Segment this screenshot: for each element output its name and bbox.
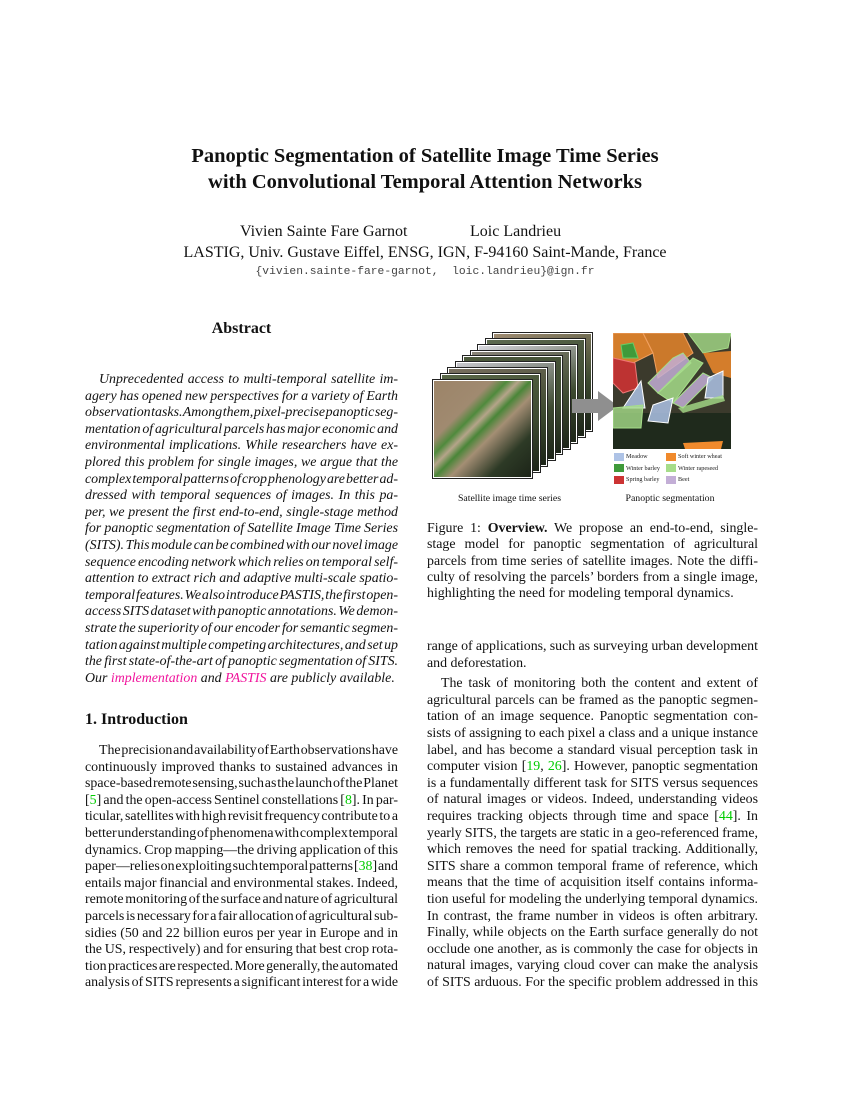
abstract-line: access SITS dataset with panoptic annotations. We demon- — [85, 604, 398, 620]
paragraph-line — [85, 793, 398, 810]
paragraph-line: means that the time of acquisition itself contains informa- — [427, 875, 758, 891]
legend-item — [666, 452, 722, 461]
legend-item — [666, 475, 689, 484]
paragraph-line: tation of an image sequence. Panoptic segmentation con- — [427, 709, 758, 725]
paragraph-line: In contrast, the frame number in videos is often arbitrary. — [427, 908, 758, 924]
text-span: ]. However, panoptic segmentation — [561, 759, 758, 775]
paragraph-line: dynamics. Crop mapping—the driving application of this — [85, 842, 398, 858]
paragraph-line: is a fundamentally different task for SITS versus sequences — [427, 775, 758, 791]
citation-link[interactable]: 5 — [89, 792, 97, 808]
paragraph-line: analysis of SITS represents a significant interest for a wide — [85, 975, 398, 991]
paragraph-line: remote monitoring of the surface and nature of agricultural — [85, 892, 398, 908]
text-span: paper—relies on exploiting such temporal patterns [ — [85, 859, 359, 875]
text-span: Our — [85, 670, 111, 686]
paragraph-line: yearly SITS, the targets are static in a geo-referenced frame, — [427, 825, 758, 841]
abstract-line: (SITS). This module can be combined with our novel image — [85, 537, 398, 553]
abstract-heading: Abstract — [211, 320, 272, 337]
abstract-line: mentation of agricultural parcels has major economic and — [85, 421, 398, 437]
paragraph-line: The task of monitoring both the content and extent of — [441, 676, 758, 692]
legend-item — [666, 464, 718, 473]
satellite-image-frame — [433, 380, 532, 478]
paragraph-line: of natural images or videos. Indeed, understanding videos — [427, 792, 758, 808]
legend-label: Soft winter wheat — [678, 453, 722, 460]
figure-left-label: Satellite image time series — [457, 493, 562, 504]
paragraph-line: tion useful for modeling the underlying temporal dynamics. — [427, 891, 758, 907]
paragraph-line — [427, 809, 758, 826]
paragraph-line: and deforestation. — [427, 655, 527, 671]
text-span: ]. In par- — [351, 792, 398, 808]
title-line-1: Panoptic Segmentation of Satellite Image Time Series — [191, 145, 659, 167]
abstract-line: the first state-of-the-art of panoptic segmentation of SITS. — [85, 654, 398, 670]
text-span: are publicly available. — [266, 670, 395, 686]
paragraph-line: entails major financial and environmental stakes. Indeed, — [85, 875, 398, 891]
paragraph-line: better understanding of phenomena with complex temporal — [85, 825, 398, 841]
caption-line — [427, 521, 758, 537]
text-span: , — [540, 759, 548, 775]
hyperlink[interactable]: PASTIS — [225, 670, 267, 686]
legend-label: Meadow — [626, 453, 648, 460]
abstract-line: sequence encoding network which relies on temporal self- — [85, 554, 398, 570]
paragraph-line: which removes the need for spatial tracking. Additionally, — [427, 842, 758, 858]
paragraph-line: space-based remote sensing, such as the launch of the Planet — [85, 776, 398, 792]
text-span: computer vision [ — [427, 759, 527, 775]
text-span: ]. In — [732, 808, 758, 824]
author-2: Loic Landrieu — [470, 223, 562, 240]
paragraph-line: continuously improved thanks to sustained advances in — [85, 759, 398, 775]
legend-item — [614, 475, 660, 484]
paragraph-line: sidies (50 and 22 billion euros per year in Europe and in — [85, 925, 398, 941]
abstract-line: Unprecedented access to multi-temporal satellite im- — [99, 372, 398, 387]
hyperlink[interactable]: implementation — [110, 670, 198, 686]
legend-swatch — [666, 453, 676, 461]
abstract-line: plored this problem for single images, we argue that the — [85, 454, 398, 470]
figure-right-label: Panoptic segmentation — [625, 493, 715, 504]
caption-line: parcels from time series of satellite images. Note the diffi- — [427, 553, 758, 569]
paragraph-line: SITS share a common temporal frame of reference, which — [427, 858, 758, 874]
legend-swatch — [666, 476, 676, 484]
paragraph-line: The precision and availability of Earth observations have — [99, 743, 398, 758]
citation-link[interactable]: 44 — [718, 808, 733, 824]
paragraph-line: natural images, varying cloud cover can make the analysis — [427, 958, 758, 974]
paragraph-line: agricultural parcels can be framed as the panoptic segmen- — [427, 692, 758, 708]
abstract-line: attention to extract rich and adaptive multi-scale spatio- — [85, 571, 398, 587]
text-span: Figure 1: — [427, 521, 488, 536]
abstract-line: tation against multiple competing architectures, and set up — [85, 637, 398, 653]
abstract-line: observation tasks. Among them, pixel-precise panoptic seg- — [85, 405, 398, 421]
caption-label: Overview. — [487, 521, 548, 536]
abstract-line — [85, 671, 398, 688]
abstract-body — [85, 372, 398, 687]
paragraph-line: Finally, while objects on the Earth surface generally do not — [427, 925, 758, 941]
title-line-2: with Convolutional Temporal Attention Networks — [208, 171, 642, 193]
figure-1 — [427, 325, 758, 510]
abstract-line: complex temporal patterns of crop phenology are better ad- — [85, 471, 398, 487]
abstract-line: environmental implications. While researchers have ex- — [85, 438, 398, 454]
paper-title — [0, 143, 850, 195]
text-span: [ — [85, 792, 90, 808]
paragraph-line: tion practices are respected. More generally, the automated — [85, 958, 398, 974]
legend-label: Winter rapeseed — [678, 464, 719, 472]
abstract-line: strate the superiority of our encoder for semantic segmen- — [85, 620, 398, 636]
right-column-body — [427, 639, 758, 991]
text-span: We propose an end-to-end, single- — [547, 521, 758, 536]
abstract-line: per, we present the first end-to-end, single-stage method — [85, 504, 398, 520]
caption-line: highlighting the need for modeling temporal dynamics. — [427, 586, 734, 602]
section-heading-introduction: 1. Introduction — [85, 711, 188, 728]
author-emails: {vivien.sainte-fare-garnot, loic.landrieu}@ign.fr — [255, 266, 595, 278]
legend-swatch — [614, 476, 624, 484]
abstract-line: dressed with temporal sequences of images. In this pa- — [85, 488, 398, 504]
paragraph-line: ticular, satellites with high revisit frequency contribute to a — [85, 809, 398, 825]
legend-swatch — [614, 453, 624, 461]
legend-swatch — [666, 464, 676, 472]
caption-line: stage model for panoptic segmentation of agricultural — [427, 537, 758, 553]
legend-label: Winter barley — [626, 464, 660, 472]
affiliation: LASTIG, Univ. Gustave Eiffel, ENSG, IGN, F-94160 Saint-Mande, France — [183, 244, 667, 261]
caption-line: culty of resolving the parcels’ borders from a single image, — [427, 569, 758, 585]
paragraph-line: label, and has become a standard visual perception task in — [427, 742, 758, 758]
text-span: and — [197, 670, 226, 686]
figure-1-caption — [427, 521, 758, 602]
introduction-body — [85, 743, 398, 992]
text-span: ] and — [372, 859, 398, 875]
paragraph-line: occlude one another, as is commonly the case for objects in — [427, 941, 758, 957]
abstract-line: temporal features. We also introduce PASTIS, the first open- — [85, 587, 398, 603]
abstract-line: for panoptic segmentation of Satellite Image Time Series — [85, 521, 398, 537]
abstract-line: agery has opened new perspectives for a variety of Earth — [85, 388, 398, 404]
citation-link[interactable]: 38 — [358, 859, 373, 875]
paragraph-line: range of applications, such as surveying urban development — [427, 639, 758, 654]
text-span: ] and the open-access Sentinel constellations [ — [96, 792, 345, 808]
paragraph-line: parcels is necessary for a fair allocation of agricultural sub- — [85, 908, 398, 924]
paragraph-line: the US, respectively) and for ensuring that best crop rota- — [85, 942, 398, 958]
text-span: requires tracking objects through time and space [ — [427, 808, 719, 824]
legend-label: Spring barley — [626, 476, 660, 483]
legend-item — [614, 464, 660, 473]
legend-item — [614, 452, 648, 461]
legend-label: Beet — [678, 476, 690, 483]
citation-link[interactable]: 26 — [547, 759, 562, 775]
legend-swatch — [614, 464, 624, 472]
paragraph-line — [427, 759, 758, 776]
citation-link[interactable]: 8 — [344, 792, 352, 808]
paragraph-line — [85, 859, 398, 876]
paragraph-line: sists of assigning to each pixel a class and a unique instance — [427, 725, 758, 741]
author-1: Vivien Sainte Fare Garnot — [240, 223, 408, 240]
citation-link[interactable]: 19 — [526, 759, 541, 775]
paragraph-line: of SITS arduous. For the specific problem addressed in this — [427, 974, 758, 990]
panoptic-segmentation-image — [613, 333, 731, 449]
